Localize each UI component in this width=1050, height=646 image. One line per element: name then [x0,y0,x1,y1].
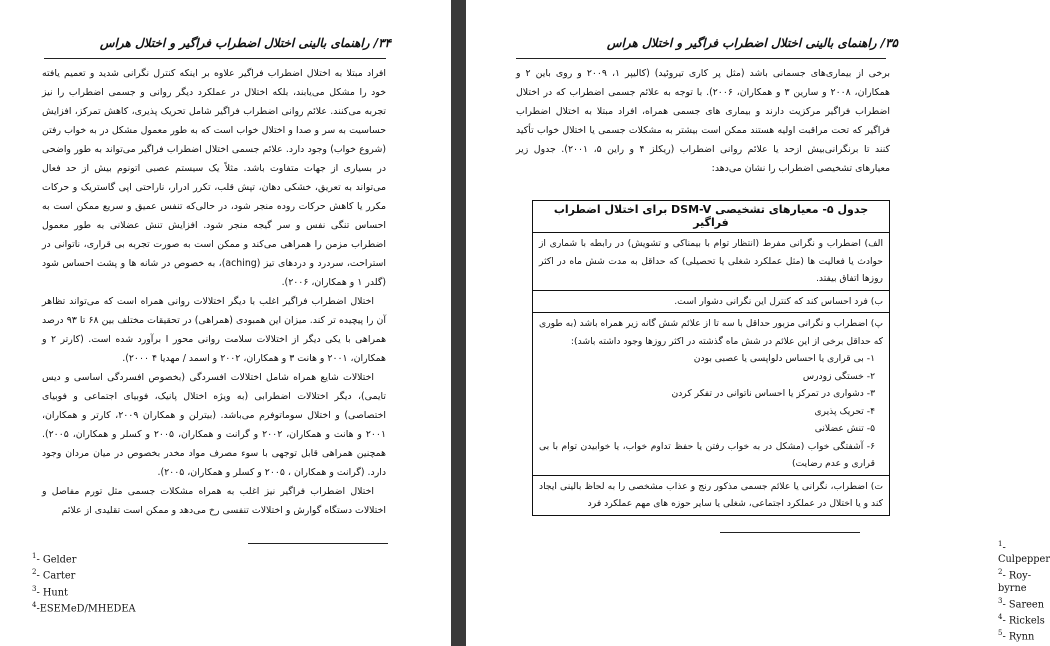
footnote: $^3$- Hunt [32,584,68,598]
right-footnotes [998,538,1050,643]
footnote: $^1$- Gelder [32,552,77,566]
criterion-c-item: ۳- دشواری در تمرکز یا احساس ناتوانی در تفکر کردن [671,388,875,399]
left-footnotes [32,550,136,615]
left-footnote-rule [248,543,388,544]
left-paragraph-4: اختلال اضطراب فراگیر نیز اغلب به همراه مشکلات جسمی مثل تورم مفاصل و اختلالات دستگاه گوارش و اختلالات تنفسی رخ می‌دهد و ممکن است تقلیدی از علائم [42,486,386,516]
left-head-rule [44,58,386,59]
criterion-c [533,313,889,476]
right-page [466,0,1050,646]
criterion-d: ت) اضطراب، نگرانی یا علائم جسمی مذکور رنج و عذاب مشخصی را به لحاظ بالینی ایجاد کند و یا اختلال در عملکرد اجتماعی، شغلی یا سایر حوزه های مهم عملکرد فرد [539,480,883,509]
left-paragraph-1: افراد مبتلا به اختلال اضطراب فراگیر علاوه بر اینکه کنترل نگرانی شدید و تعمیم یافته خود را مشکل می‌یابند، بلکه اختلال در عملکرد دیگر روانی و جسمی اضطراب را نیز تجربه می‌کنند. علائم روانی اضطراب فراگیر شامل تحریک پذیری، کاهش تمرکز، افزایش حساسیت به سر و صدا و اختلال خواب است که به طور معمول مشکل در به خواب رفتن (شروع خواب) وجود دارد. علائم جسمی اختلال اضطراب فراگیر می‌تواند به طور واضحی در بسیاری از جهات متفاوت باشد. مثلاً یک سیستم عصبی اتونوم بیش از حد فعال می‌تواند به تعریق، خشکی دهان، تپش قلب، تکرر ادرار، ناراحتی اپی گاستریک و حرکات مکرر یا کاهش حرکات روده منجر شود، در حالی‌که تنفس عمیق و سریع ممکن است به احساس تنگی نفس و سر گیجه منجر شود. افزایش تنش عضلانی به طور معمول اضطراب مزمن را همراهی می‌کند و ممکن است به صورت تجربه بی قراری، ناتوانی در استراحت، سردرد و دردهای تیز (aching)، به خصوص در شانه ها و پشت احساس شود (گلدر ۱ و همکاران، ۲۰۰۶). [42,68,387,288]
footnote: $^1$- Culpepper [998,540,1050,566]
footnote: $^3$- Sareen [998,596,1045,610]
right-running-head: ۳۵/ راهنمای بالینی اختلال اضطراب فراگیر و اختلال هراس [606,36,898,50]
criterion-c-item: ۱- بی قراری یا احساس دلواپسی یا عصبی بودن [693,353,875,364]
footnote: $^5$- Rynn [998,629,1035,643]
right-footnote-rule [720,532,860,533]
right-head-rule [516,58,886,59]
criterion-c-item: ۵- تنش عضلانی [814,423,875,434]
right-intro-paragraph: برخی از بیماری‌های جسمانی باشد (مثل پر کاری تیروئید) (کالیپر ۱، ۲۰۰۹ و روی باین ۲ و همکاران، ۲۰۰۸ و سارین ۳ و همکاران، ۲۰۰۶). با توجه به علائم جسمی اضطراب که در اختلال اضطراب فراگیر مرکزیت دارند و بیماری های جسمی همراه، افراد مبتلا به اختلال اضطراب فراگیر که تحت مراقبت اولیه هستند ممکن است بیشتر به مشکلات جسمی یا اختلال خواب تأکید کنند تا برنگرانی‌بیش ازحد یا علائم روانی اضطراب (ریکلز ۴ و راین ۵، ۲۰۰۱). جدول زیر معیارهای تشخیصی اضطراب را نشان می‌دهد: [516,68,890,174]
footnote: $^2$- Roy-byrne [998,568,1032,594]
book-spine [451,0,466,646]
left-paragraph-2: اختلال اضطراب فراگیر اغلب با دیگر اختلالات روانی همراه است که می‌تواند تظاهر آن را پیچیده تر کند. میزان این همبودی (همراهی) در تحقیقات مختلف بین ۶۸ تا ۹۳ درصد همراهی با یکی دیگر از اختلالات سلامت روانی محور I برآورد شده است. (کارتر ۲ و همکاران، ۲۰۰۱ و هانت ۳ و همکاران، ۲۰۰۲ و اسمد / مهدیا ۴ ۲۰۰۰). [42,296,387,364]
diagnostic-criteria-table [532,200,890,516]
criterion-c-item: ۴- تحریک پذیری [814,405,875,417]
footnote: $^2$- Carter [32,568,76,582]
left-page [0,0,451,646]
criterion-c-item: ۲- خستگی زودرس [802,370,875,382]
left-paragraph-3: اختلالات شایع همراه شامل اختلالات افسردگی (بخصوص افسردگی اساسی و دیس تایمی)، دیگر اختلالات اضطرابی (به ویژه اختلال پانیک، فوبیای اجتماعی و فوبیای اختصاصی) و اختلال سوماتوفرم می‌باشد. (بیترلن و همکاران ۲۰۰۹، کارتر و همکاران، ۲۰۰۱ و هانت و همکاران، ۲۰۰۲ و گرانت و همکاران، ۲۰۰۵ و کسلر و همکاران، ۲۰۰۵). همچنین همراهی قابل توجهی با سوء مصرف مواد مخدر بخصوص در میان مردان وجود دارد. (گرانت و همکاران ، ۲۰۰۵ و کسلر و همکاران، ۲۰۰۵). [42,372,387,478]
left-body-text [42,64,386,520]
criterion-c-item: ۶- آشفتگی خواب (مشکل در به خواب رفتن یا حفظ تداوم خواب، یا خوابیدن توام با بی قراری و عدم رضایت) [539,440,875,469]
criterion-c-intro: پ) اضطراب و نگرانی مزبور حداقل با سه تا از علائم شش گانه زیر همراه باشد (به طوری که حداقل برخی از این علائم در شش ماه گذشته در اکثر روزها وجود داشته باشد): [539,318,883,347]
table-title: جدول ۵- معیارهای تشخیصی DSM-V برای اختلال اضطراب فراگیر [533,201,889,233]
criterion-b: ب) فرد احساس کند که کنترل این نگرانی دشوار است. [533,291,889,314]
left-running-head: ۳۴/ راهنمای بالینی اختلال اضطراب فراگیر و اختلال هراس [99,36,391,50]
footnote: $^4$-ESEMeD/MHEDEA [32,600,136,615]
footnote: $^4$- Rickels [998,612,1045,627]
criterion-a: الف) اضطراب و نگرانی مفرط (انتظار توام با بیمناکی و تشویش) در رابطه با شماری از حوادث یا فعالیت ها (مثل عملکرد شغلی یا تحصیلی) که حداقل به مدت شش ماه در اکثر روزها اتفاق بیفتد. [533,233,889,291]
